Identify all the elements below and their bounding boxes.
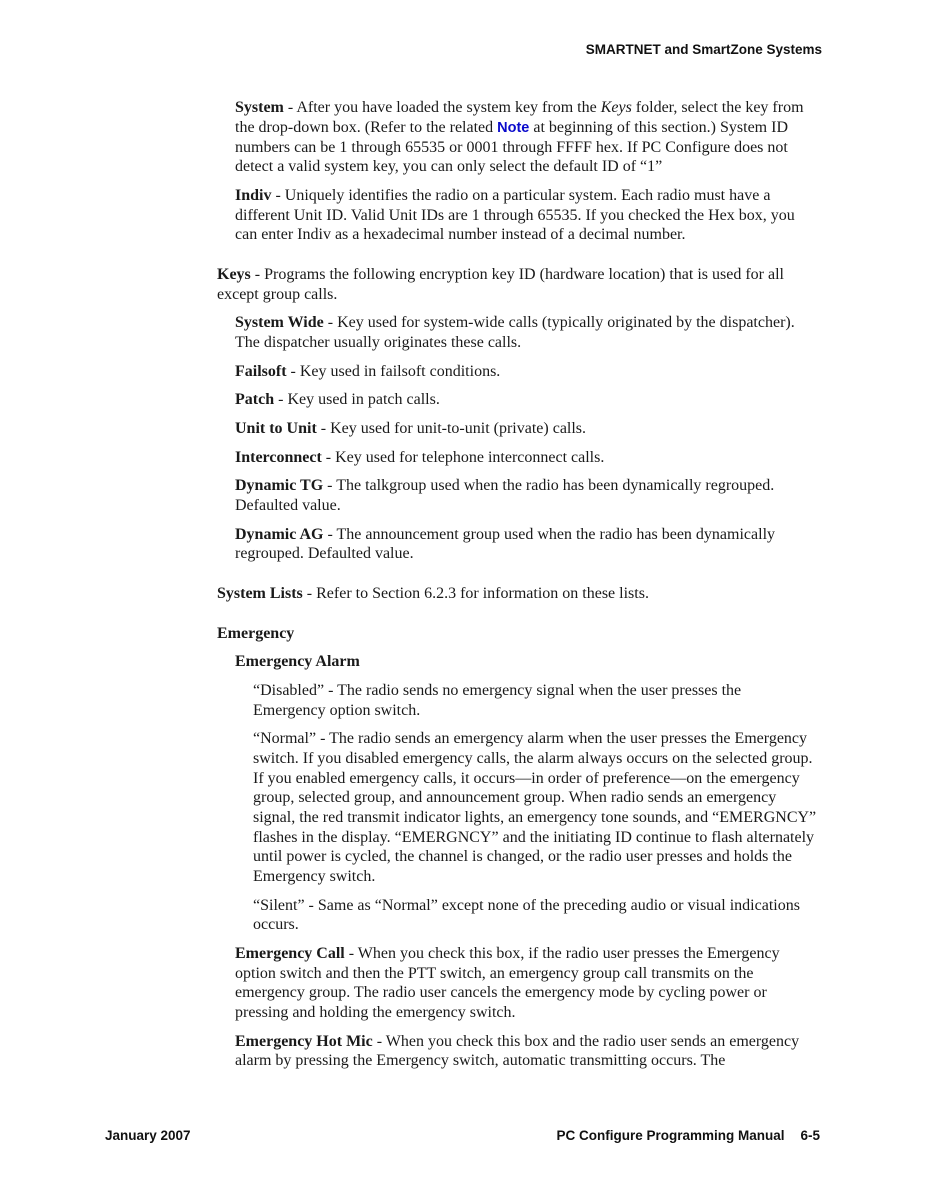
- paragraph-text: - Uniquely identifies the radio on a particular system. Each radio must have a different Unit ID. Valid Unit IDs are 1 through 65535. If you checked the Hex box, you can enter Indiv as a hexadecimal number instead of a decimal number.: [235, 186, 795, 244]
- paragraph: [235, 652, 817, 672]
- paragraph: [235, 98, 817, 177]
- paragraph: [235, 419, 817, 439]
- paragraph: [217, 265, 817, 304]
- page-header: [0, 42, 822, 57]
- paragraph-text: Keys: [600, 99, 632, 116]
- paragraph-text: - When you check this box, if the radio user presses the Emergency option switch and then the PTT switch, an emergency group call transmits on the emergency group. The radio user cancels the emergency mode by cycling power or pressing and holding the emergency switch.: [235, 945, 780, 1022]
- paragraph-lead: Dynamic TG: [235, 477, 324, 495]
- paragraph-lead: System Wide: [235, 314, 324, 332]
- paragraph-lead: Indiv: [235, 186, 272, 204]
- paragraph-text: “Silent” - Same as “Normal” except none of the preceding audio or visual indications occurs.: [253, 896, 800, 934]
- footer-right-group: [556, 1128, 820, 1143]
- paragraph-lead: Emergency Alarm: [235, 653, 360, 671]
- paragraph: [253, 681, 817, 720]
- footer-date: January 2007: [105, 1128, 191, 1143]
- paragraph-lead: Patch: [235, 391, 275, 409]
- paragraph-text: - The announcement group used when the radio has been dynamically regrouped. Defaulted value.: [235, 525, 776, 563]
- paragraph-lead: Interconnect: [235, 448, 322, 466]
- footer-manual-title: PC Configure Programming Manual: [556, 1128, 785, 1143]
- document-body: [217, 98, 817, 1071]
- paragraph-lead: Emergency Hot Mic: [235, 1032, 373, 1050]
- paragraph: [235, 186, 817, 245]
- paragraph-lead: Keys: [217, 265, 251, 283]
- paragraph-lead: Emergency: [217, 624, 295, 642]
- paragraph-text: - Key used in patch calls.: [274, 391, 440, 409]
- paragraph-text: at beginning of this section.) System ID numbers can be 1 through 65535 or 0001 through FFFF hex. If PC Configure does not detect a valid system key, you can only select the default ID of “1”: [235, 118, 789, 176]
- paragraph: [235, 448, 817, 468]
- paragraph-text: “Normal” - The radio sends an emergency alarm when the user presses the Emergency switch. If you disabled emergency calls, the alarm always occurs on the selected group. If you enabled emergency calls, it occurs—in order of preference—on the emergency group, selected group, and announcement group. When radio sends an emergency signal, the red transmit indicator lights, an emergency tone sounds, and “EMERGNCY” flashes in the display. “EMERGNCY” and the initiating ID continue to flash alternately until power is cycled, the channel is changed, or the radio user presses and holds the Emergency switch.: [253, 730, 817, 885]
- paragraph-text: - The talkgroup used when the radio has been dynamically regrouped. Defaulted value.: [235, 477, 775, 514]
- paragraph-text: - Refer to Section 6.2.3 for information on these lists.: [302, 584, 649, 602]
- paragraph: [253, 896, 817, 935]
- paragraph: [253, 729, 817, 886]
- paragraph-text: - Key used for telephone interconnect calls.: [321, 448, 605, 466]
- paragraph-text: - Key used in failsoft conditions.: [286, 362, 501, 380]
- paragraph-text: - When you check this box and the radio user sends an emergency alarm by pressing the Emergency switch, automatic transmitting occurs. The: [235, 1032, 800, 1070]
- page-footer: [105, 1128, 820, 1143]
- paragraph: [235, 313, 817, 352]
- paragraph-lead: Dynamic AG: [235, 525, 324, 543]
- paragraph: [235, 476, 817, 515]
- paragraph: [235, 944, 817, 1023]
- header-title: SMARTNET and SmartZone Systems: [585, 42, 822, 57]
- paragraph-lead: Emergency Call: [235, 945, 345, 962]
- paragraph: [217, 584, 817, 604]
- paragraph: [217, 624, 817, 644]
- paragraph: [235, 390, 817, 410]
- paragraph-text: - Programs the following encryption key ID (hardware location) that is used for all except group calls.: [217, 265, 784, 303]
- paragraph: [235, 1032, 817, 1071]
- paragraph-lead: System: [235, 99, 284, 116]
- paragraph: [235, 362, 817, 382]
- paragraph-lead: System Lists: [217, 584, 303, 602]
- paragraph-text: - After you have loaded the system key from the: [283, 99, 601, 116]
- paragraph-text: - Key used for unit-to-unit (private) calls.: [316, 419, 587, 437]
- paragraph-lead: Unit to Unit: [235, 419, 317, 437]
- footer-page-number: 6-5: [800, 1128, 820, 1143]
- paragraph: [235, 525, 817, 564]
- paragraph-text: folder, select the key from the drop-down box. (Refer to the related: [235, 99, 804, 136]
- paragraph-text: “Disabled” - The radio sends no emergency signal when the user presses the Emergency option switch.: [253, 681, 742, 719]
- note-link[interactable]: Note: [497, 119, 530, 136]
- paragraph-text: - Key used for system-wide calls (typically originated by the dispatcher). The dispatcher usually originates these calls.: [235, 314, 795, 351]
- paragraph-lead: Failsoft: [235, 362, 287, 380]
